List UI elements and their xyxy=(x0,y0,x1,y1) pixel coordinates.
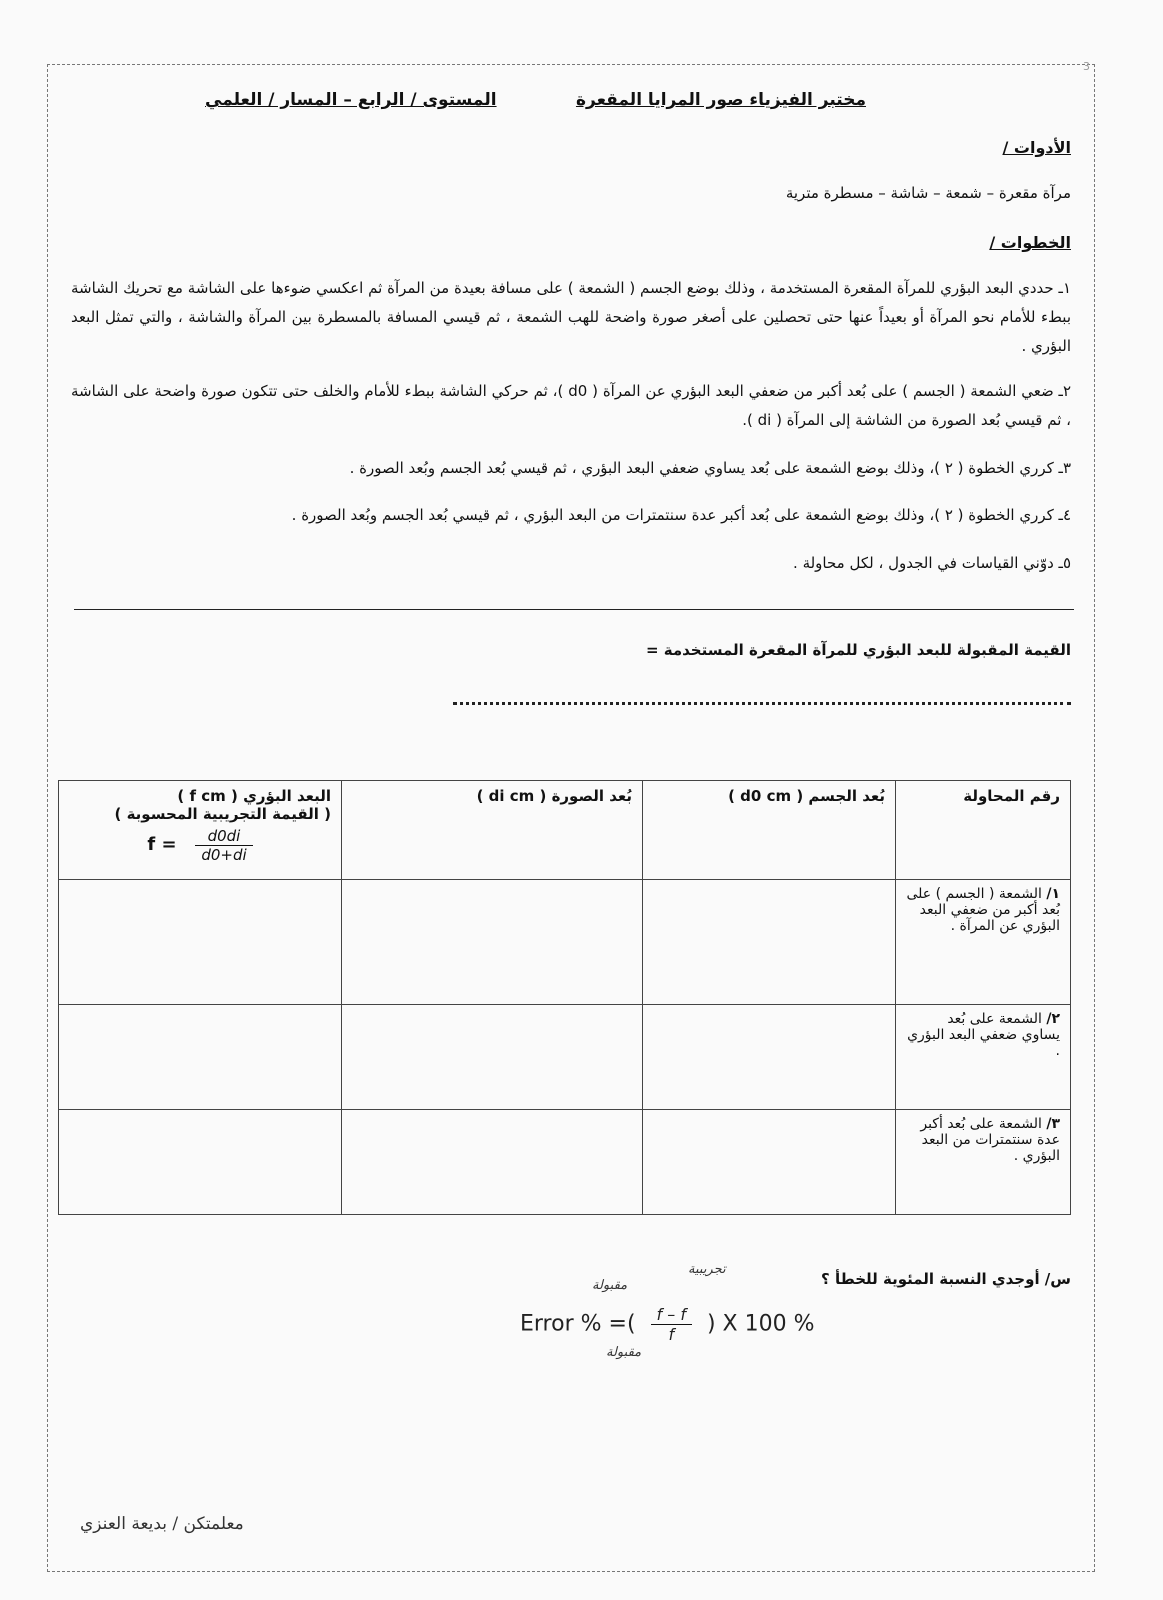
error-formula xyxy=(520,1305,815,1344)
cell-di-3[interactable] xyxy=(342,1110,643,1215)
page-title: مختبر الفيزياء صور المرايا المقعرة xyxy=(575,90,866,110)
trial-text: الشمعة على بُعد أكبر عدة سنتمترات من البعد البؤري . xyxy=(920,1116,1060,1164)
steps-heading: الخطوات / xyxy=(989,233,1071,252)
header-focal-line2: ( القيمة التجريبية المحسوبة ) xyxy=(114,805,331,823)
trial-text: الشمعة ( الجسم ) على بُعد أكبر من ضعفي البعد البؤري عن المرآة . xyxy=(906,886,1060,934)
cell-f-1[interactable] xyxy=(59,880,342,1005)
cell-d0-3[interactable] xyxy=(643,1110,896,1215)
header-focal-line1: البعد البؤري ( f cm ) xyxy=(177,787,331,805)
teacher-signature: معلمتكن / بديعة العنزي xyxy=(80,1514,244,1534)
header-d0: بُعد الجسم ( d0 cm ) xyxy=(643,781,896,880)
formula-f-symbol: f = xyxy=(147,834,177,855)
focal-formula xyxy=(69,827,331,864)
answer-blank[interactable] xyxy=(453,702,1071,705)
cell-f-3[interactable] xyxy=(59,1110,342,1215)
handwritten-accepted-top: مقبولة xyxy=(592,1278,628,1293)
error-formula-right: ) X 100 % xyxy=(706,1311,815,1337)
cell-di-2[interactable] xyxy=(342,1005,643,1110)
formula-denominator: d0+di xyxy=(201,846,247,864)
handwritten-accepted-bottom: مقبولة xyxy=(606,1345,642,1360)
header-focal xyxy=(59,781,342,880)
error-fraction xyxy=(651,1305,692,1344)
formula-numerator: d0di xyxy=(195,827,252,846)
table-row xyxy=(59,880,1071,1005)
tools-list: مرآة مقعرة – شمعة – شاشة – مسطرة مترية xyxy=(785,184,1071,202)
step-2: ٢ـ ضعي الشمعة ( الجسم ) على بُعد أكبر من ضعفي البعد البؤري عن المرآة ( d0 )، ثم حركي الشاشة ببطء للأمام والخلف حتى تتكون صورة واضحة على الشاشة ، ثم قيسي بُعد الصورة من الشاشة إلى المرآة ( di ). xyxy=(71,382,1071,429)
cell-d0-1[interactable] xyxy=(643,880,896,1005)
header-di: بُعد الصورة ( di cm ) xyxy=(342,781,643,880)
table-row xyxy=(59,1110,1071,1215)
error-denominator: f xyxy=(668,1325,675,1344)
handwritten-experimental: تجريبية xyxy=(688,1262,726,1277)
trial-number: ٣/ xyxy=(1046,1116,1060,1132)
error-formula-left: Error % =( xyxy=(520,1311,636,1337)
trial-text: الشمعة على بُعد يساوي ضعفي البعد البؤري . xyxy=(907,1011,1060,1059)
table-header-row xyxy=(59,781,1071,880)
trial-number: ٢/ xyxy=(1046,1011,1060,1027)
step-4: ٤ـ كرري الخطوة ( ٢ )، وذلك بوضع الشمعة على بُعد أكبر عدة سنتمترات من البعد البؤري ، ثم قيسي بُعد الجسم وبُعد الصورة . xyxy=(291,506,1071,524)
results-table xyxy=(58,780,1071,1215)
cell-di-1[interactable] xyxy=(342,880,643,1005)
formula-fraction xyxy=(195,827,252,864)
level-track: المستوى / الرابع – المسار / العلمي xyxy=(205,90,497,110)
trial-2-label xyxy=(896,1005,1071,1110)
error-numerator: f – f xyxy=(651,1305,692,1325)
trial-3-label xyxy=(896,1110,1071,1215)
step-5: ٥ـ دوّني القياسات في الجدول ، لكل محاولة . xyxy=(793,554,1071,572)
divider xyxy=(74,609,1074,610)
cell-d0-2[interactable] xyxy=(643,1005,896,1110)
trial-1-label xyxy=(896,880,1071,1005)
page-mark: 3 xyxy=(1083,60,1090,73)
header-trial: رقم المحاولة xyxy=(896,781,1071,880)
cell-f-2[interactable] xyxy=(59,1005,342,1110)
step-1: ١ـ حددي البعد البؤري للمرآة المقعرة المستخدمة ، وذلك بوضع الجسم ( الشمعة ) على مسافة بعيدة من المرآة ثم اعكسي ضوءها على الشاشة مع تحريك الشاشة ببطء للأمام نحو المرآة أو بعيداً عنها حتى تحصلين على أصغر صورة واضحة للهب الشمعة ، ثم قيسي المسافة بالمسطرة بين المرآة والشاشة ، والتي تمثل البعد البؤري . xyxy=(71,279,1071,355)
accepted-focal-label: القيمة المقبولة للبعد البؤري للمرآة المقعرة المستخدمة = xyxy=(645,641,1071,659)
error-question: س/ أوجدي النسبة المئوية للخطأ ؟ xyxy=(821,1270,1071,1288)
table-row xyxy=(59,1005,1071,1110)
tools-heading: الأدوات / xyxy=(1002,138,1071,157)
step-3: ٣ـ كرري الخطوة ( ٢ )، وذلك بوضع الشمعة على بُعد يساوي ضعفي البعد البؤري ، ثم قيسي بُعد الجسم وبُعد الصورة . xyxy=(349,459,1071,477)
trial-number: ١/ xyxy=(1046,886,1060,902)
